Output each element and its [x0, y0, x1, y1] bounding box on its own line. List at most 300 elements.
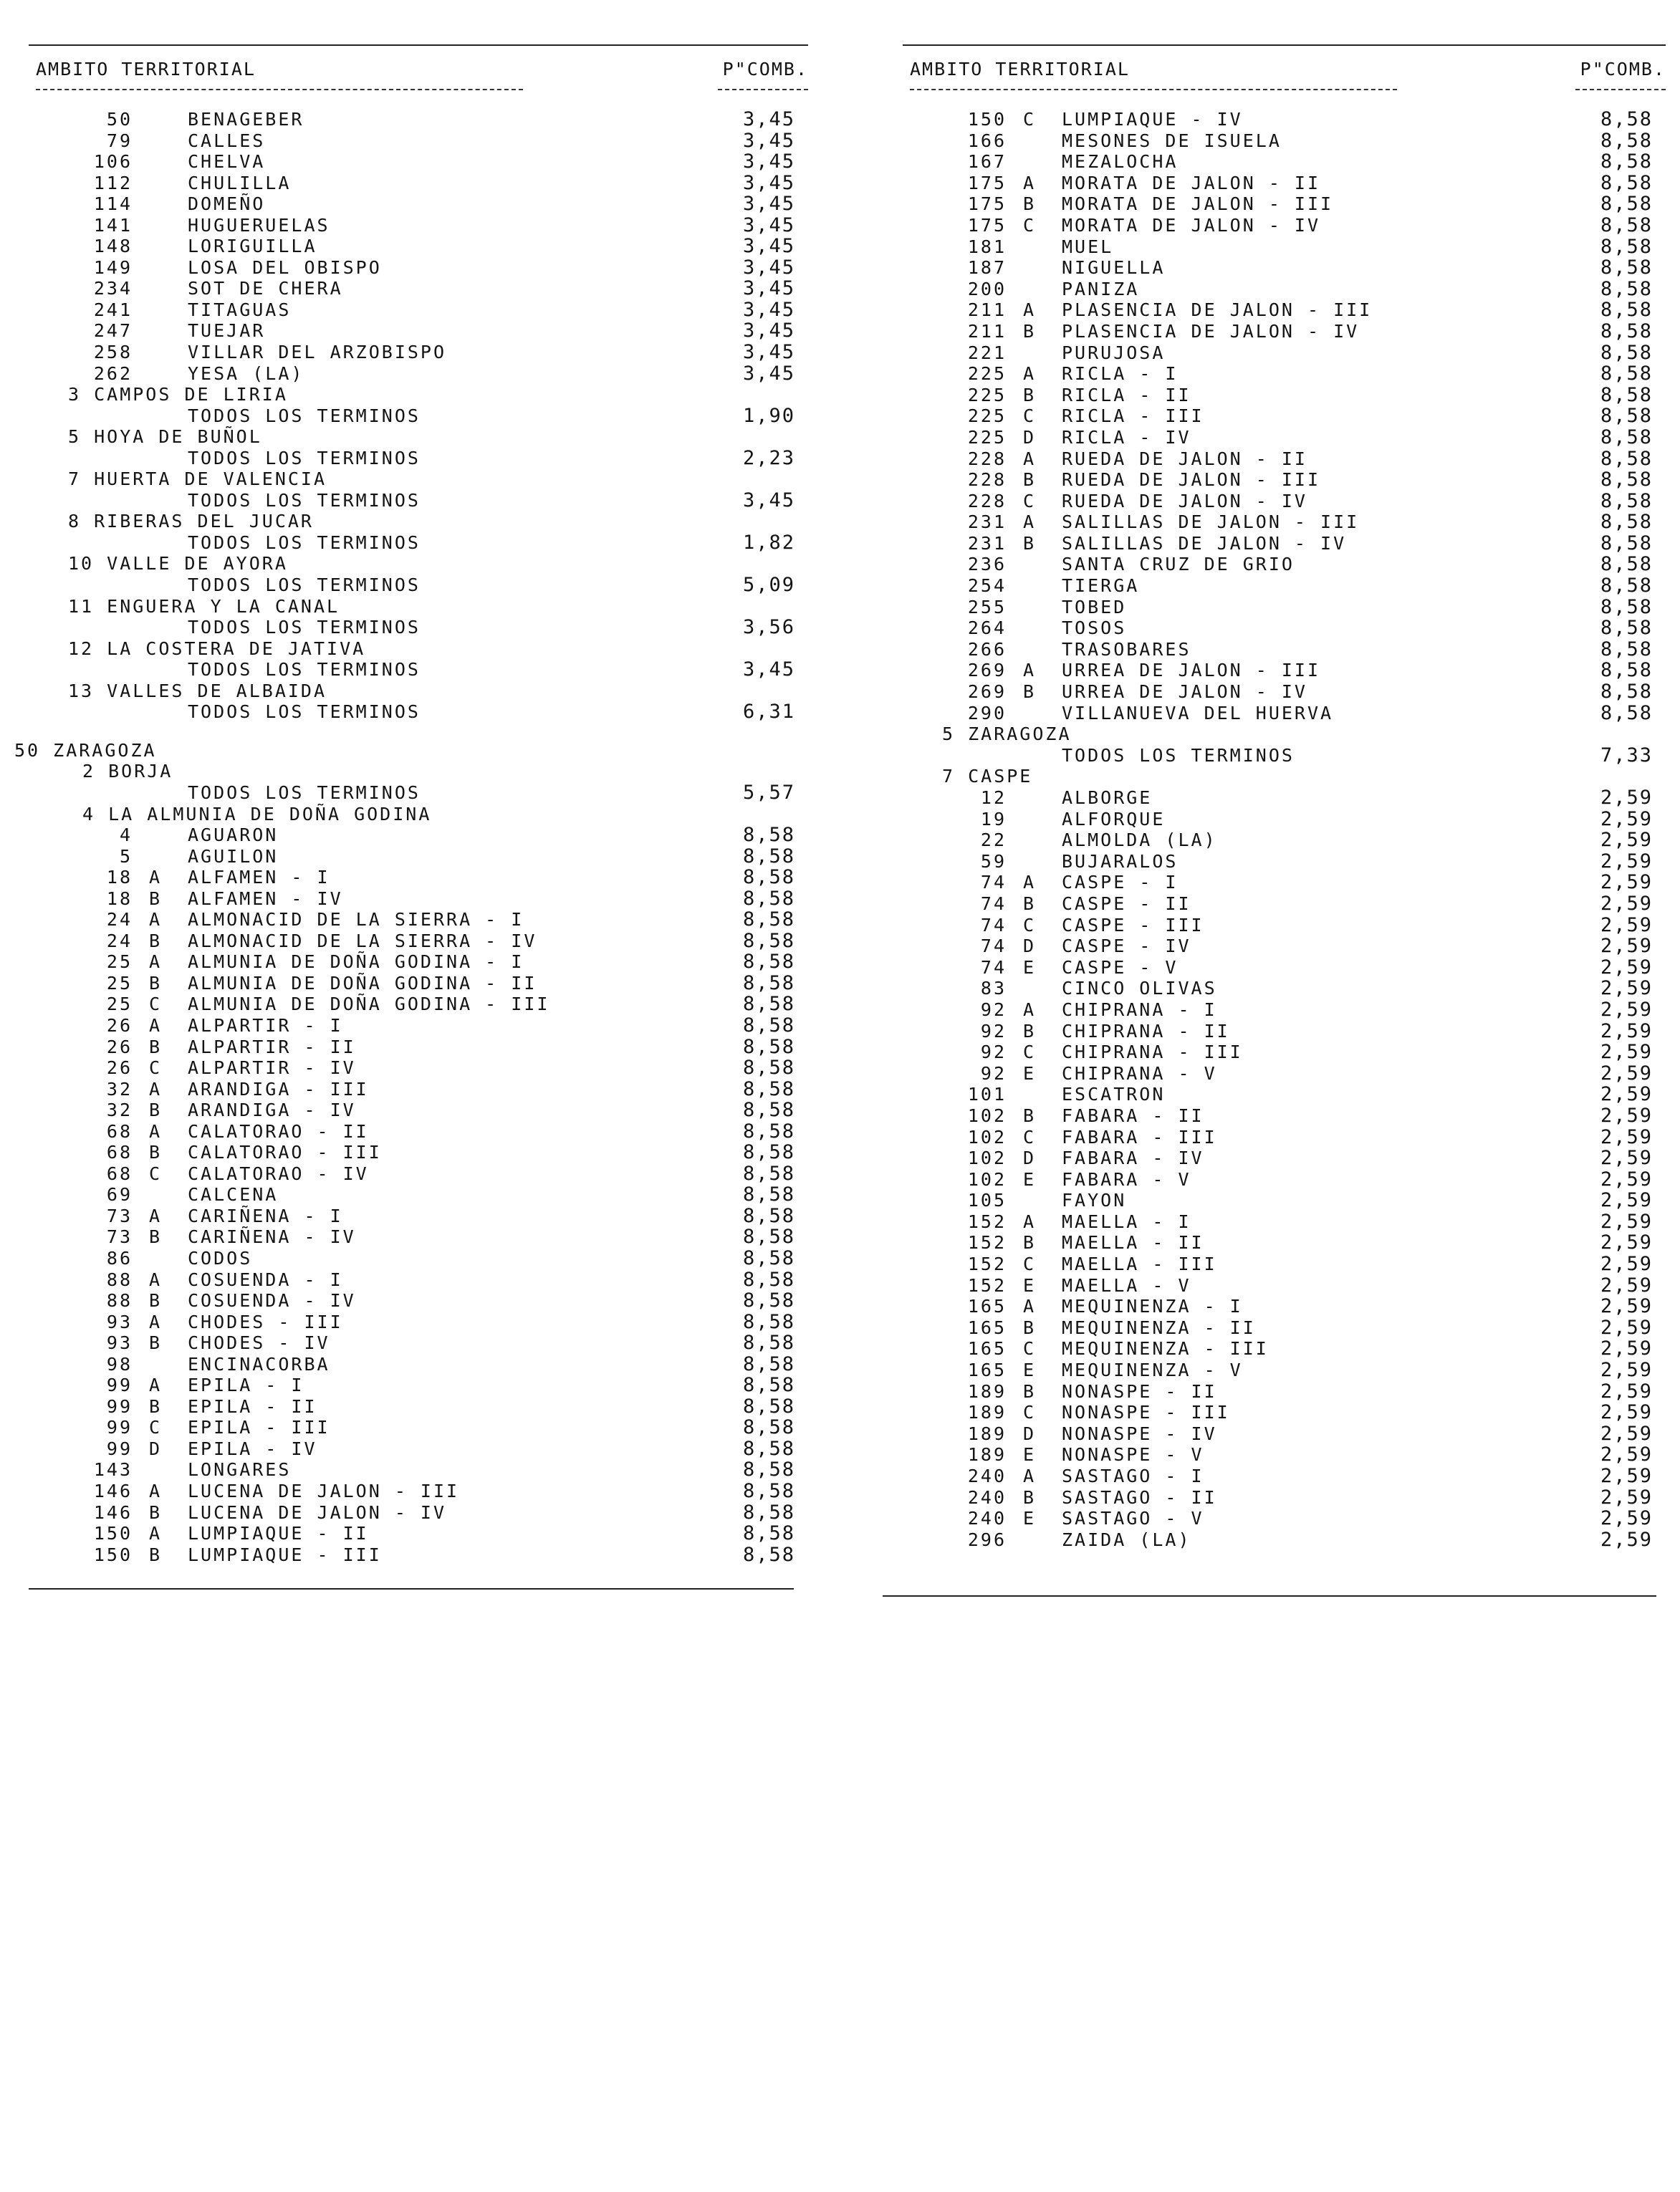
price-value: 2,59 [1600, 1465, 1653, 1487]
price-value: 8,58 [742, 1332, 795, 1355]
table-row [888, 703, 1666, 724]
municipality-code: 152 [967, 1211, 1007, 1232]
section-heading-row [14, 681, 808, 702]
municipality-code: 264 [967, 617, 1007, 639]
price-value: 3,56 [742, 616, 795, 639]
table-row [888, 809, 1666, 830]
price-value: 8,58 [1600, 426, 1653, 448]
table-row [14, 257, 808, 279]
municipality-name: LUCENA DE JALON - III [188, 1481, 460, 1501]
municipality-name: CHIPRANA - III [1062, 1042, 1243, 1063]
section-name: 3 CAMPOS DE LIRIA [68, 384, 288, 405]
municipality-name: PLASENCIA DE JALON - III [1062, 299, 1373, 321]
municipality-code: 73 [106, 1226, 133, 1248]
price-value: 8,58 [1600, 659, 1653, 682]
table-row [14, 1206, 808, 1227]
municipality-name: TODOS LOS TERMINOS [188, 575, 421, 596]
table-row [14, 1354, 808, 1375]
table-row [888, 342, 1666, 364]
table-row [888, 830, 1666, 851]
price-value: 8,58 [742, 1480, 795, 1502]
zone-letter: D [1023, 936, 1037, 957]
zone-letter: B [1023, 320, 1037, 342]
zone-letter: C [1023, 405, 1037, 427]
municipality-code: 165 [967, 1296, 1007, 1317]
municipality-name: MEQUINENZA - V [1062, 1360, 1243, 1381]
municipality-name: TUEJAR [188, 320, 266, 342]
price-value: 8,58 [1600, 256, 1653, 279]
zone-letter: A [149, 1375, 163, 1396]
municipality-name: ENCINACORBA [188, 1353, 330, 1375]
municipality-code: 25 [106, 994, 133, 1015]
municipality-code: 141 [93, 214, 133, 236]
zone-letter: C [1023, 1254, 1037, 1275]
header-label: AMBITO TERRITORIAL [36, 59, 256, 80]
zone-letter: C [1023, 214, 1037, 236]
municipality-code: 68 [106, 1142, 133, 1163]
municipality-name: FABARA - III [1062, 1126, 1217, 1148]
top-rule [903, 44, 1666, 46]
municipality-code: 187 [967, 257, 1007, 279]
municipality-code: 254 [967, 575, 1007, 597]
municipality-code: 93 [106, 1332, 133, 1354]
municipality-name: CARIÑENA - I [188, 1205, 343, 1226]
zone-letter: A [1023, 660, 1037, 681]
zone-letter: D [1023, 1148, 1037, 1169]
price-value: 8,58 [1600, 405, 1653, 428]
municipality-name: ARANDIGA - IV [188, 1100, 356, 1121]
table-row [14, 215, 808, 236]
zone-letter: B [149, 930, 163, 951]
zone-letter: B [149, 1544, 163, 1565]
price-value: 3,45 [742, 129, 795, 152]
table-row [14, 973, 808, 994]
municipality-name: CARIÑENA - IV [188, 1226, 356, 1248]
municipality-name: MAELLA - III [1062, 1254, 1217, 1275]
municipality-name: FABARA - II [1062, 1105, 1204, 1126]
municipality-code: 211 [967, 320, 1007, 342]
municipality-name: BENAGEBER [188, 109, 304, 130]
municipality-name: VILLANUEVA DEL HUERVA [1062, 702, 1334, 724]
table-row [14, 405, 808, 427]
price-value: 8,58 [742, 993, 795, 1016]
price-value: 8,58 [1600, 108, 1653, 130]
table-row [14, 701, 808, 723]
table-row [888, 1127, 1666, 1148]
price-value: 8,58 [742, 1120, 795, 1143]
zone-letter: D [1023, 426, 1037, 448]
municipality-code: 25 [106, 972, 133, 994]
table-row [14, 363, 808, 385]
municipality-code: 165 [967, 1317, 1007, 1338]
zone-letter: A [149, 951, 163, 973]
table-row [14, 490, 808, 511]
municipality-code: 24 [106, 930, 133, 951]
price-value: 8,58 [742, 824, 795, 847]
price-value: 8,58 [742, 1099, 795, 1122]
zone-letter: C [1023, 914, 1037, 936]
price-value: 1,82 [742, 531, 795, 554]
table-row [14, 299, 808, 321]
zone-letter: B [1023, 1380, 1037, 1402]
municipality-code: 26 [106, 1036, 133, 1057]
table-row [888, 999, 1666, 1021]
price-value: 2,59 [1600, 1337, 1653, 1360]
table-row [888, 1381, 1666, 1403]
zone-letter: B [1023, 1486, 1037, 1508]
municipality-name: ALMOLDA (LA) [1062, 830, 1217, 851]
zone-letter: B [1023, 469, 1037, 491]
municipality-name: TOSOS [1062, 617, 1127, 639]
table-row [888, 448, 1666, 470]
table-row [888, 1317, 1666, 1339]
municipality-code: 152 [967, 1254, 1007, 1275]
table-row [14, 1481, 808, 1502]
price-value: 8,58 [1600, 193, 1653, 216]
table-row [888, 1423, 1666, 1445]
municipality-code: 69 [106, 1184, 133, 1206]
zone-letter: B [1023, 1020, 1037, 1042]
table-row [14, 909, 808, 931]
municipality-name: VILLAR DEL ARZOBISPO [188, 342, 447, 363]
price-value: 8,58 [742, 1289, 795, 1312]
price-value: 3,45 [742, 171, 795, 194]
municipality-name: CALATORAO - II [188, 1120, 369, 1142]
table-row [888, 851, 1666, 873]
price-value: 8,58 [742, 951, 795, 974]
price-value: 8,58 [1600, 701, 1653, 724]
price-value: 3,45 [742, 298, 795, 321]
municipality-name: RICLA - I [1062, 363, 1179, 385]
zone-letter: A [149, 1269, 163, 1290]
table-row [888, 1275, 1666, 1297]
municipality-name: SASTAGO - V [1062, 1508, 1204, 1529]
municipality-name: AGUARON [188, 825, 279, 846]
zone-letter: E [1023, 1168, 1037, 1190]
zone-letter: A [149, 1523, 163, 1544]
municipality-code: 266 [967, 638, 1007, 660]
municipality-name: MEQUINENZA - I [1062, 1296, 1243, 1317]
zone-letter: E [1023, 1508, 1037, 1529]
price-value: 8,58 [1600, 681, 1653, 703]
zone-letter: C [149, 1163, 163, 1184]
price-value: 8,58 [742, 1268, 795, 1291]
municipality-name: ALMONACID DE LA SIERRA - IV [188, 930, 537, 951]
price-value: 2,59 [1600, 892, 1653, 915]
section-name: 11 ENGUERA Y LA CANAL [68, 595, 340, 617]
price-value: 3,45 [742, 319, 795, 342]
header-value-label: P"COMB. [722, 59, 808, 80]
municipality-code: 225 [967, 426, 1007, 448]
municipality-name: URREA DE JALON - IV [1062, 681, 1307, 703]
municipality-name: AGUILON [188, 845, 279, 867]
municipality-name: CHIPRANA - V [1062, 1062, 1217, 1084]
table-row [888, 321, 1666, 342]
table-row [14, 931, 808, 952]
table-row [888, 1402, 1666, 1423]
municipality-code: 189 [967, 1402, 1007, 1423]
municipality-name: LONGARES [188, 1459, 292, 1481]
zone-letter: A [1023, 511, 1037, 533]
table-row [888, 299, 1666, 321]
table-row [888, 957, 1666, 979]
municipality-name: ARANDIGA - III [188, 1078, 369, 1100]
table-row [888, 1508, 1666, 1529]
section-name: 12 LA COSTERA DE JATIVA [68, 638, 366, 659]
municipality-code: 98 [106, 1353, 133, 1375]
zone-letter: A [149, 867, 163, 888]
municipality-name: NONASPE - II [1062, 1380, 1217, 1402]
zone-letter: C [1023, 1402, 1037, 1423]
municipality-code: 102 [967, 1105, 1007, 1126]
municipality-name: RUEDA DE JALON - IV [1062, 490, 1307, 511]
zone-letter: B [149, 1332, 163, 1354]
municipality-name: BUJARALOS [1062, 850, 1179, 872]
municipality-code: 25 [106, 951, 133, 973]
section-name: 10 VALLE DE AYORA [68, 553, 288, 575]
municipality-code: 32 [106, 1078, 133, 1100]
price-value: 8,58 [1600, 319, 1653, 342]
zone-letter: C [1023, 1338, 1037, 1360]
municipality-name: LOSA DEL OBISPO [188, 256, 382, 278]
municipality-name: PANIZA [1062, 278, 1140, 299]
zone-letter: C [1023, 109, 1037, 130]
municipality-code: 189 [967, 1423, 1007, 1444]
price-value: 8,58 [742, 1522, 795, 1545]
municipality-name: DOMEÑO [188, 193, 266, 215]
municipality-name: NONASPE - IV [1062, 1423, 1217, 1444]
price-value: 8,58 [742, 1501, 795, 1524]
header-value-underline [1575, 89, 1666, 90]
municipality-code: 32 [106, 1100, 133, 1121]
table-row [888, 1211, 1666, 1233]
table-row [14, 1459, 808, 1481]
price-value: 2,59 [1600, 1316, 1653, 1339]
municipality-name: CHULILLA [188, 172, 292, 193]
table-row [888, 1338, 1666, 1360]
price-value: 2,59 [1600, 1295, 1653, 1318]
zone-letter: B [149, 888, 163, 909]
municipality-name: MAELLA - II [1062, 1232, 1204, 1254]
price-value: 3,45 [742, 362, 795, 385]
municipality-name: FABARA - V [1062, 1168, 1191, 1190]
zone-letter: A [1023, 1211, 1037, 1232]
municipality-name: MAELLA - V [1062, 1274, 1191, 1296]
zone-letter: B [1023, 1317, 1037, 1338]
municipality-code: 99 [106, 1417, 133, 1438]
table-row [888, 681, 1666, 703]
table-row [888, 1148, 1666, 1169]
price-value: 8,58 [742, 1162, 795, 1185]
price-value: 8,58 [1600, 362, 1653, 385]
price-value: 3,45 [742, 658, 795, 681]
municipality-name: SALILLAS DE JALON - III [1062, 511, 1360, 533]
price-value: 2,59 [1600, 998, 1653, 1021]
municipality-name: MORATA DE JALON - IV [1062, 214, 1321, 236]
municipality-code: 175 [967, 193, 1007, 215]
table-row [14, 1438, 808, 1460]
table-row [888, 363, 1666, 385]
bottom-rule-left [29, 1588, 794, 1590]
price-value: 8,58 [742, 1014, 795, 1037]
section-heading-row [14, 740, 808, 761]
municipality-name: EPILA - IV [188, 1438, 317, 1459]
municipality-name: RICLA - III [1062, 405, 1204, 427]
price-value: 8,58 [742, 1437, 795, 1460]
municipality-code: 112 [93, 172, 133, 193]
section-name: 7 HUERTA DE VALENCIA [68, 468, 327, 490]
price-value: 8,58 [1600, 129, 1653, 152]
municipality-code: 255 [967, 596, 1007, 617]
section-name: 13 VALLES DE ALBAIDA [68, 680, 327, 701]
municipality-name: CASPE - I [1062, 872, 1179, 893]
municipality-code: 74 [980, 872, 1007, 893]
price-value: 8,58 [742, 1183, 795, 1206]
municipality-name: RUEDA DE JALON - III [1062, 469, 1321, 491]
price-value: 2,59 [1600, 850, 1653, 873]
municipality-name: MUEL [1062, 236, 1114, 257]
price-value: 2,59 [1600, 807, 1653, 830]
zone-letter: A [1023, 1296, 1037, 1317]
zone-letter: B [1023, 384, 1037, 405]
table-row [14, 888, 808, 910]
section-heading-row [14, 596, 808, 617]
municipality-name: ALMUNIA DE DOÑA GODINA - I [188, 951, 524, 973]
table-row [14, 1015, 808, 1037]
table-row [14, 130, 808, 152]
zone-letter: A [149, 1311, 163, 1332]
zone-letter: D [149, 1438, 163, 1459]
table-row [888, 130, 1666, 152]
table-row [888, 279, 1666, 300]
municipality-code: 231 [967, 532, 1007, 554]
zone-letter: E [1023, 1360, 1037, 1381]
table-row [14, 659, 808, 681]
municipality-name: LUMPIAQUE - IV [1062, 109, 1243, 130]
municipality-code: 143 [93, 1459, 133, 1481]
municipality-name: ZAIDA (LA) [1062, 1529, 1191, 1550]
municipality-code: 234 [93, 278, 133, 299]
price-value: 2,59 [1600, 1274, 1653, 1297]
table-row [14, 1057, 808, 1079]
municipality-name: FAYON [1062, 1190, 1127, 1211]
zone-letter: B [1023, 1105, 1037, 1126]
zone-letter: B [149, 1226, 163, 1248]
municipality-code: 74 [980, 956, 1007, 978]
price-value: 8,58 [742, 1035, 795, 1058]
price-value: 8,58 [1600, 341, 1653, 364]
municipality-code: 152 [967, 1274, 1007, 1296]
table-row [14, 236, 808, 257]
municipality-code: 247 [93, 320, 133, 342]
municipality-name: TODOS LOS TERMINOS [188, 701, 421, 723]
price-value: 8,58 [1600, 595, 1653, 618]
price-value: 8,58 [742, 866, 795, 889]
table-row [888, 215, 1666, 236]
municipality-code: 166 [967, 130, 1007, 151]
table-row [888, 936, 1666, 957]
table-row [14, 1079, 808, 1100]
price-value: 3,45 [742, 193, 795, 216]
table-row [14, 278, 808, 299]
municipality-name: CHIPRANA - I [1062, 999, 1217, 1020]
municipality-name: CALLES [188, 130, 266, 151]
table-row [888, 427, 1666, 448]
municipality-code: 68 [106, 1120, 133, 1142]
municipality-name: TODOS LOS TERMINOS [188, 489, 421, 511]
zone-letter: A [1023, 999, 1037, 1020]
zone-letter: A [1023, 448, 1037, 469]
section-heading-row [14, 384, 808, 405]
table-row [888, 469, 1666, 491]
price-value: 8,58 [742, 1416, 795, 1439]
table-row [888, 639, 1666, 660]
price-value: 2,59 [1600, 1528, 1653, 1551]
municipality-name: CASPE - II [1062, 893, 1191, 914]
municipality-name: CALCENA [188, 1184, 279, 1206]
municipality-name: TODOS LOS TERMINOS [188, 532, 421, 553]
price-value: 2,59 [1600, 1019, 1653, 1042]
municipality-name: TODOS LOS TERMINOS [188, 447, 421, 468]
section-heading-row [14, 761, 808, 782]
price-value: 2,59 [1600, 1443, 1653, 1466]
municipality-code: 189 [967, 1444, 1007, 1466]
table-row [14, 575, 808, 596]
municipality-code: 228 [967, 490, 1007, 511]
municipality-name: LUMPIAQUE - II [188, 1523, 369, 1544]
municipality-code: 269 [967, 681, 1007, 703]
zone-letter: E [1023, 1274, 1037, 1296]
municipality-name: NONASPE - III [1062, 1402, 1230, 1423]
municipality-name: RUEDA DE JALON - II [1062, 448, 1307, 469]
price-value: 2,59 [1600, 787, 1653, 809]
municipality-name: TODOS LOS TERMINOS [188, 617, 421, 638]
municipality-code: 102 [967, 1126, 1007, 1148]
table-row [888, 1063, 1666, 1085]
municipality-code: 150 [93, 1544, 133, 1565]
zone-letter: C [1023, 490, 1037, 511]
municipality-name: RICLA - IV [1062, 426, 1191, 448]
municipality-name: PLASENCIA DE JALON - IV [1062, 320, 1360, 342]
municipality-name: CASPE - IV [1062, 936, 1191, 957]
price-value: 2,59 [1600, 913, 1653, 936]
municipality-code: 236 [967, 554, 1007, 575]
municipality-code: 26 [106, 1057, 133, 1079]
section-heading-row [14, 426, 808, 448]
price-value: 8,58 [742, 1458, 795, 1481]
municipality-name: LUMPIAQUE - III [188, 1544, 382, 1565]
price-value: 2,59 [1600, 977, 1653, 1000]
price-value: 2,59 [1600, 1231, 1653, 1254]
municipality-name: TODOS LOS TERMINOS [188, 405, 421, 426]
municipality-name: ALPARTIR - I [188, 1014, 343, 1036]
price-value: 8,58 [1600, 532, 1653, 554]
municipality-name: ALFORQUE [1062, 808, 1166, 830]
municipality-code: 99 [106, 1438, 133, 1459]
municipality-name: NIGUELLA [1062, 257, 1166, 279]
price-value: 7,33 [1600, 744, 1653, 766]
municipality-name: COSUENDA - IV [188, 1290, 356, 1312]
table-row [14, 532, 808, 554]
municipality-code: 114 [93, 193, 133, 215]
price-value: 3,45 [742, 150, 795, 173]
municipality-code: 26 [106, 1014, 133, 1036]
municipality-code: 106 [93, 151, 133, 173]
zone-letter: B [1023, 681, 1037, 703]
row-spacer [14, 723, 808, 740]
price-value: 2,59 [1600, 935, 1653, 958]
price-value: 2,59 [1600, 1253, 1653, 1276]
